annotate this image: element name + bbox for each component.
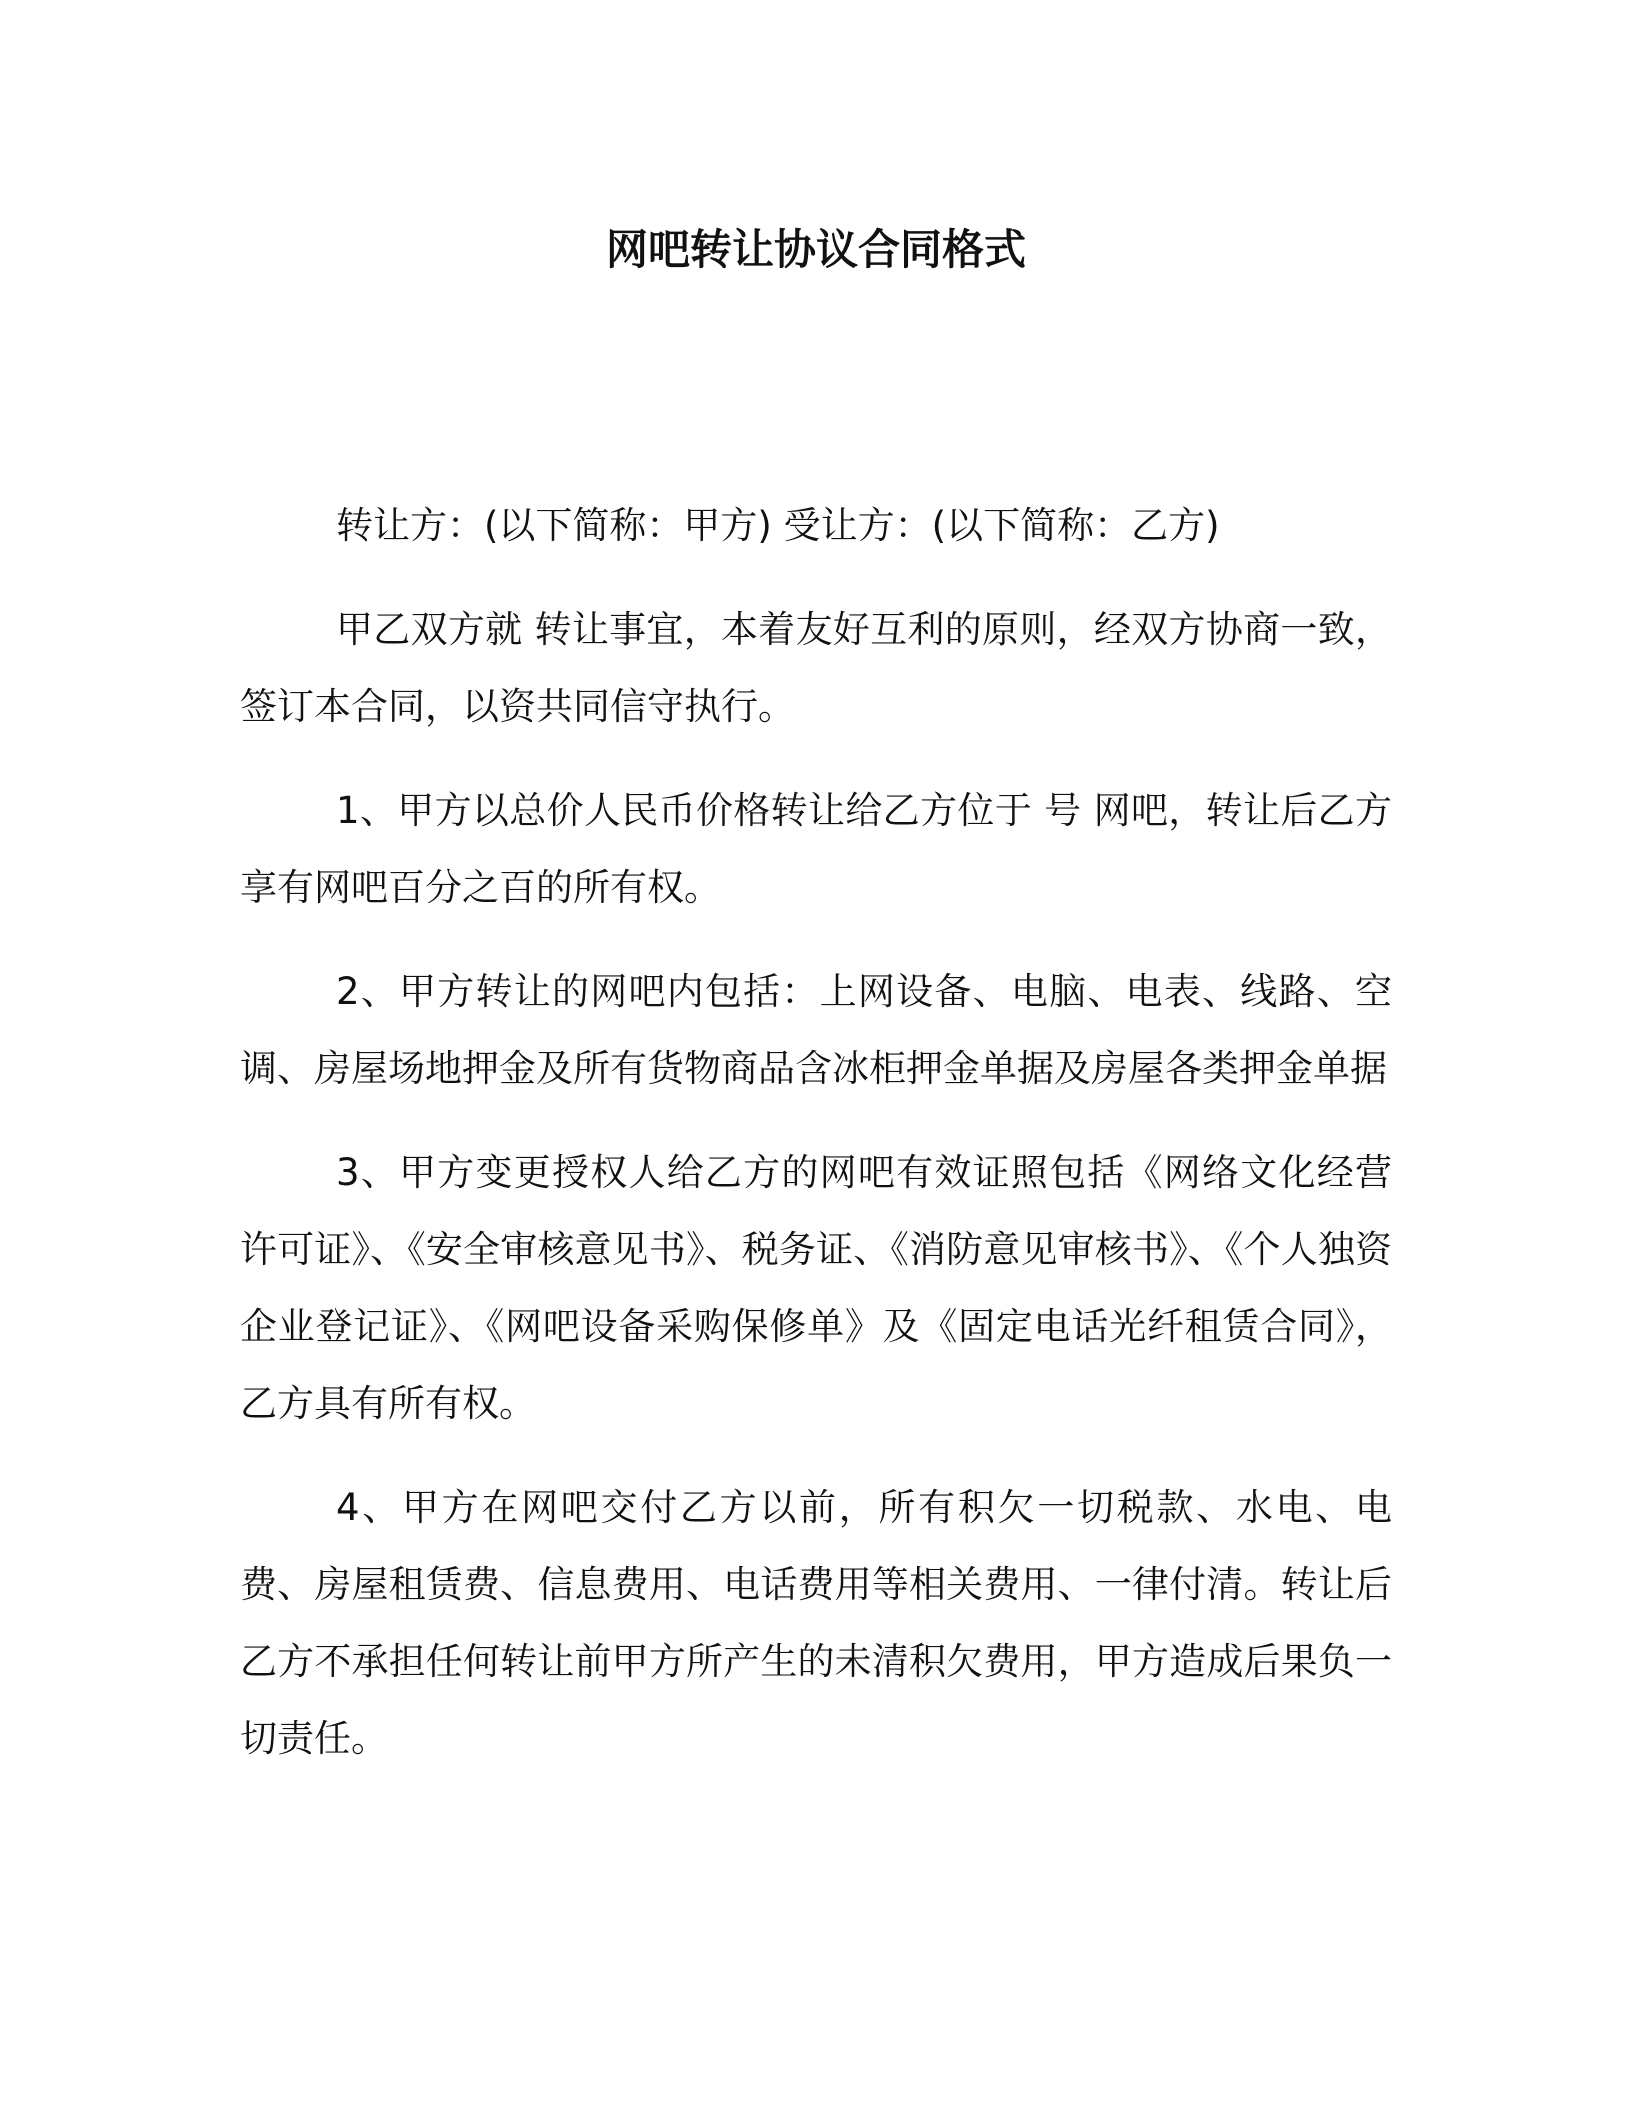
paragraph-clause-3: 3、甲方变更授权人给乙方的网吧有效证照包括《网络文化经营许可证》、《安全审核意见书》、税务证、《消防意见审核书》、《个人独资企业登记证》、《网吧设备采购保修单》及《固定电话光纤租赁合同》，乙方具有所有权。 — [240, 1151, 1392, 1425]
paragraph-clause-2: 2、甲方转让的网吧内包括：上网设备、电脑、电表、线路、空调、房屋场地押金及所有货物商品含冰柜押金单据及房屋各类押金单据 — [240, 970, 1392, 1090]
document-title: 网吧转让协议合同格式 — [605, 225, 1026, 274]
paragraph-parties: 转让方：(以下简称：甲方) 受让方：(以下简称：乙方) — [336, 504, 1220, 547]
paragraph-clause-4: 4、甲方在网吧交付乙方以前，所有积欠一切税款、水电、电费、房屋租赁费、信息费用、电话费用等相关费用、一律付清。转让后乙方不承担任何转让前甲方所产生的未清积欠费用，甲方造成后果负一切责任。 — [240, 1486, 1392, 1760]
document-body — [240, 487, 1392, 1804]
paragraph-clause-1: 1、甲方以总价人民币价格转让给乙方位于 号 网吧，转让后乙方享有网吧百分之百的所有权。 — [240, 789, 1392, 909]
paragraph-preamble: 甲乙双方就 转让事宜，本着友好互利的原则，经双方协商一致，签订本合同，以资共同信守执行。 — [240, 608, 1392, 728]
